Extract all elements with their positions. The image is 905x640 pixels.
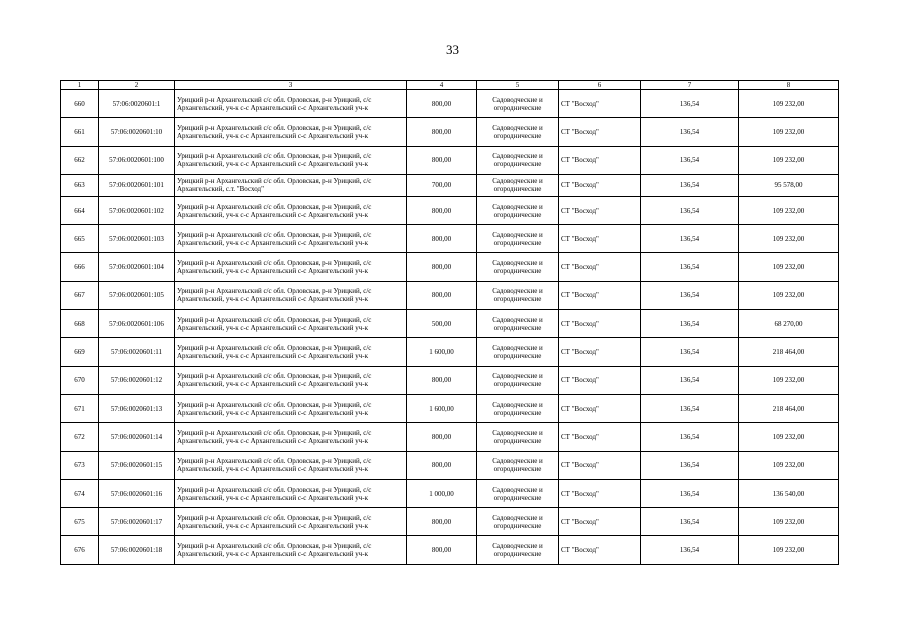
unit-rate: 136,54 <box>641 451 739 479</box>
organization-name: СТ "Восход" <box>559 118 641 146</box>
organization-name: СТ "Восход" <box>559 225 641 253</box>
area-value: 800,00 <box>407 423 477 451</box>
address-line-2: Архангельский, уч-к с-с Архангельский с-с Архангельский уч-к <box>177 550 369 559</box>
column-header: 1 <box>61 81 99 90</box>
cadastral-number: 57:06:0020601:106 <box>99 310 175 338</box>
address-line-2: Архангельский, уч-к с-с Архангельский с-с Архангельский уч-к <box>177 210 369 219</box>
area-value: 1 600,00 <box>407 394 477 422</box>
table-row <box>61 146 839 174</box>
row-number: 675 <box>61 508 99 536</box>
address-cell <box>175 281 407 309</box>
column-header: 6 <box>559 81 641 90</box>
category-line-2: огороднические <box>493 210 542 219</box>
category-line-1: Садоводческие и <box>492 542 543 551</box>
category-line-1: Садоводческие и <box>492 123 543 132</box>
category-line-2: огороднические <box>493 103 542 112</box>
land-registry-table <box>60 80 839 565</box>
area-value: 800,00 <box>407 366 477 394</box>
category-line-1: Садоводческие и <box>492 428 543 437</box>
organization-name: СТ "Восход" <box>559 479 641 507</box>
area-value: 800,00 <box>407 118 477 146</box>
cadastral-value: 68 270,00 <box>739 310 839 338</box>
address-cell <box>175 174 407 196</box>
land-use-category <box>477 536 559 564</box>
table-row <box>61 90 839 118</box>
land-use-category <box>477 281 559 309</box>
category-line-2: огороднические <box>493 185 542 194</box>
column-header: 2 <box>99 81 175 90</box>
category-line-2: огороднические <box>493 295 542 304</box>
land-use-category <box>477 174 559 196</box>
address-line-2: Архангельский, уч-к с-с Архангельский с-с Архангельский уч-к <box>177 493 369 502</box>
address-line-1: Урицкий р-н Архангельский с/с обл. Орловская, р-н Урицкий, с/с <box>177 372 372 381</box>
table-row <box>61 423 839 451</box>
category-line-1: Садоводческие и <box>492 259 543 268</box>
cadastral-value: 95 578,00 <box>739 174 839 196</box>
column-header: 4 <box>407 81 477 90</box>
column-header: 7 <box>641 81 739 90</box>
table-row <box>61 225 839 253</box>
category-line-1: Садоводческие и <box>492 315 543 324</box>
address-cell <box>175 118 407 146</box>
row-number: 674 <box>61 479 99 507</box>
cadastral-value: 109 232,00 <box>739 118 839 146</box>
address-line-2: Архангельский, уч-к с-с Архангельский с-с Архангельский уч-к <box>177 131 369 140</box>
category-line-2: огороднические <box>493 465 542 474</box>
category-line-1: Садоводческие и <box>492 344 543 353</box>
land-use-category <box>477 146 559 174</box>
organization-name: СТ "Восход" <box>559 451 641 479</box>
cadastral-value: 109 232,00 <box>739 366 839 394</box>
unit-rate: 136,54 <box>641 366 739 394</box>
address-line-2: Архангельский, уч-к с-с Архангельский с-с Архангельский уч-к <box>177 380 369 389</box>
cadastral-number: 57:06:0020601:15 <box>99 451 175 479</box>
address-line-2: Архангельский, уч-к с-с Архангельский с-с Архангельский уч-к <box>177 521 369 530</box>
organization-name: СТ "Восход" <box>559 536 641 564</box>
cadastral-number: 57:06:0020601:18 <box>99 536 175 564</box>
address-line-2: Архангельский, с.т. "Восход" <box>177 185 264 194</box>
land-use-category <box>477 479 559 507</box>
organization-name: СТ "Восход" <box>559 174 641 196</box>
cadastral-number: 57:06:0020601:1 <box>99 90 175 118</box>
cadastral-value: 109 232,00 <box>739 253 839 281</box>
category-line-2: огороднические <box>493 521 542 530</box>
area-value: 800,00 <box>407 146 477 174</box>
organization-name: СТ "Восход" <box>559 423 641 451</box>
address-cell <box>175 394 407 422</box>
land-use-category <box>477 225 559 253</box>
cadastral-value: 109 232,00 <box>739 196 839 224</box>
area-value: 500,00 <box>407 310 477 338</box>
cadastral-value: 109 232,00 <box>739 90 839 118</box>
category-line-1: Садоводческие и <box>492 177 543 186</box>
address-cell <box>175 366 407 394</box>
address-line-1: Урицкий р-н Архангельский с/с обл. Орловская, р-н Урицкий, с/с <box>177 400 372 409</box>
cadastral-number: 57:06:0020601:100 <box>99 146 175 174</box>
address-line-1: Урицкий р-н Архангельский с/с обл. Орловская, р-н Урицкий, с/с <box>177 344 372 353</box>
cadastral-value: 109 232,00 <box>739 451 839 479</box>
category-line-2: огороднические <box>493 550 542 559</box>
address-line-2: Архангельский, уч-к с-с Архангельский с-с Архангельский уч-к <box>177 295 369 304</box>
category-line-1: Садоводческие и <box>492 400 543 409</box>
cadastral-number: 57:06:0020601:105 <box>99 281 175 309</box>
category-line-1: Садоводческие и <box>492 287 543 296</box>
row-number: 663 <box>61 174 99 196</box>
unit-rate: 136,54 <box>641 338 739 366</box>
unit-rate: 136,54 <box>641 196 739 224</box>
address-line-1: Урицкий р-н Архангельский с/с обл. Орловская, р-н Урицкий, с/с <box>177 123 372 132</box>
organization-name: СТ "Восход" <box>559 366 641 394</box>
land-use-category <box>477 253 559 281</box>
address-line-2: Архангельский, уч-к с-с Архангельский с-с Архангельский уч-к <box>177 103 369 112</box>
cadastral-number: 57:06:0020601:14 <box>99 423 175 451</box>
category-line-1: Садоводческие и <box>492 152 543 161</box>
address-cell <box>175 146 407 174</box>
cadastral-number: 57:06:0020601:101 <box>99 174 175 196</box>
address-cell <box>175 536 407 564</box>
organization-name: СТ "Восход" <box>559 338 641 366</box>
organization-name: СТ "Восход" <box>559 90 641 118</box>
row-number: 673 <box>61 451 99 479</box>
address-line-2: Архангельский, уч-к с-с Архангельский с-с Архангельский уч-к <box>177 465 369 474</box>
row-number: 660 <box>61 90 99 118</box>
address-cell <box>175 451 407 479</box>
address-line-2: Архангельский, уч-к с-с Архангельский с-с Архангельский уч-к <box>177 408 369 417</box>
land-use-category <box>477 508 559 536</box>
address-line-1: Урицкий р-н Архангельский с/с обл. Орловская, р-н Урицкий, с/с <box>177 542 372 551</box>
organization-name: СТ "Восход" <box>559 253 641 281</box>
address-line-1: Урицкий р-н Архангельский с/с обл. Орловская, р-н Урицкий, с/с <box>177 485 372 494</box>
row-number: 664 <box>61 196 99 224</box>
table-row <box>61 479 839 507</box>
address-line-1: Урицкий р-н Архангельский с/с обл. Орловская, р-н Урицкий, с/с <box>177 95 372 104</box>
category-line-1: Садоводческие и <box>492 230 543 239</box>
address-line-1: Урицкий р-н Архангельский с/с обл. Орловская, р-н Урицкий, с/с <box>177 152 372 161</box>
area-value: 1 000,00 <box>407 479 477 507</box>
category-line-2: огороднические <box>493 493 542 502</box>
land-use-category <box>477 90 559 118</box>
table-row <box>61 196 839 224</box>
unit-rate: 136,54 <box>641 118 739 146</box>
organization-name: СТ "Восход" <box>559 508 641 536</box>
category-line-2: огороднические <box>493 436 542 445</box>
area-value: 800,00 <box>407 451 477 479</box>
area-value: 800,00 <box>407 281 477 309</box>
cadastral-number: 57:06:0020601:17 <box>99 508 175 536</box>
address-line-2: Архангельский, уч-к с-с Архангельский с-с Архангельский уч-к <box>177 323 369 332</box>
organization-name: СТ "Восход" <box>559 394 641 422</box>
category-line-2: огороднические <box>493 323 542 332</box>
cadastral-number: 57:06:0020601:11 <box>99 338 175 366</box>
table-row <box>61 338 839 366</box>
row-number: 672 <box>61 423 99 451</box>
address-line-1: Урицкий р-н Архангельский с/с обл. Орловская, р-н Урицкий, с/с <box>177 513 372 522</box>
area-value: 800,00 <box>407 536 477 564</box>
address-cell <box>175 253 407 281</box>
unit-rate: 136,54 <box>641 394 739 422</box>
unit-rate: 136,54 <box>641 423 739 451</box>
column-header: 5 <box>477 81 559 90</box>
address-line-2: Архангельский, уч-к с-с Архангельский с-с Архангельский уч-к <box>177 436 369 445</box>
land-use-category <box>477 338 559 366</box>
unit-rate: 136,54 <box>641 479 739 507</box>
address-cell <box>175 338 407 366</box>
category-line-2: огороднические <box>493 380 542 389</box>
address-line-2: Архангельский, уч-к с-с Архангельский с-с Архангельский уч-к <box>177 160 369 169</box>
table-row <box>61 310 839 338</box>
address-line-1: Урицкий р-н Архангельский с/с обл. Орловская, р-н Урицкий, с/с <box>177 202 372 211</box>
cadastral-number: 57:06:0020601:16 <box>99 479 175 507</box>
address-line-1: Урицкий р-н Архангельский с/с обл. Орловская, р-н Урицкий, с/с <box>177 315 372 324</box>
address-line-1: Урицкий р-н Архангельский с/с обл. Орловская, р-н Урицкий, с/с <box>177 457 372 466</box>
row-number: 668 <box>61 310 99 338</box>
table-row <box>61 281 839 309</box>
unit-rate: 136,54 <box>641 536 739 564</box>
cadastral-number: 57:06:0020601:12 <box>99 366 175 394</box>
row-number: 676 <box>61 536 99 564</box>
unit-rate: 136,54 <box>641 281 739 309</box>
table-row <box>61 118 839 146</box>
category-line-2: огороднические <box>493 238 542 247</box>
column-header: 8 <box>739 81 839 90</box>
address-cell <box>175 508 407 536</box>
unit-rate: 136,54 <box>641 310 739 338</box>
row-number: 666 <box>61 253 99 281</box>
address-line-2: Архангельский, уч-к с-с Архангельский с-с Архангельский уч-к <box>177 352 369 361</box>
area-value: 800,00 <box>407 196 477 224</box>
cadastral-value: 109 232,00 <box>739 536 839 564</box>
row-number: 670 <box>61 366 99 394</box>
cadastral-value: 218 464,00 <box>739 338 839 366</box>
cadastral-value: 218 464,00 <box>739 394 839 422</box>
table-row <box>61 508 839 536</box>
address-cell <box>175 479 407 507</box>
cadastral-value: 109 232,00 <box>739 508 839 536</box>
land-use-category <box>477 310 559 338</box>
unit-rate: 136,54 <box>641 90 739 118</box>
address-line-2: Архангельский, уч-к с-с Архангельский с-с Архангельский уч-к <box>177 267 369 276</box>
area-value: 800,00 <box>407 225 477 253</box>
page-number: 33 <box>446 42 459 57</box>
category-line-1: Садоводческие и <box>492 95 543 104</box>
land-use-category <box>477 196 559 224</box>
organization-name: СТ "Восход" <box>559 281 641 309</box>
unit-rate: 136,54 <box>641 146 739 174</box>
address-cell <box>175 310 407 338</box>
organization-name: СТ "Восход" <box>559 310 641 338</box>
table-row <box>61 174 839 196</box>
area-value: 800,00 <box>407 253 477 281</box>
cadastral-number: 57:06:0020601:103 <box>99 225 175 253</box>
row-number: 671 <box>61 394 99 422</box>
land-use-category <box>477 394 559 422</box>
category-line-2: огороднические <box>493 267 542 276</box>
cadastral-value: 109 232,00 <box>739 281 839 309</box>
land-use-category <box>477 451 559 479</box>
category-line-2: огороднические <box>493 131 542 140</box>
column-header: 3 <box>175 81 407 90</box>
table-row <box>61 253 839 281</box>
address-line-1: Урицкий р-н Архангельский с/с обл. Орловская, р-н Урицкий, с/с <box>177 230 372 239</box>
row-number: 665 <box>61 225 99 253</box>
area-value: 1 600,00 <box>407 338 477 366</box>
address-cell <box>175 423 407 451</box>
land-use-category <box>477 423 559 451</box>
unit-rate: 136,54 <box>641 508 739 536</box>
table-row <box>61 366 839 394</box>
organization-name: СТ "Восход" <box>559 146 641 174</box>
cadastral-value: 136 540,00 <box>739 479 839 507</box>
unit-rate: 136,54 <box>641 253 739 281</box>
address-cell <box>175 90 407 118</box>
category-line-1: Садоводческие и <box>492 457 543 466</box>
cadastral-number: 57:06:0020601:104 <box>99 253 175 281</box>
category-line-1: Садоводческие и <box>492 372 543 381</box>
land-use-category <box>477 366 559 394</box>
cadastral-value: 109 232,00 <box>739 146 839 174</box>
category-line-1: Садоводческие и <box>492 202 543 211</box>
row-number: 662 <box>61 146 99 174</box>
category-line-1: Садоводческие и <box>492 485 543 494</box>
table-row <box>61 451 839 479</box>
cadastral-value: 109 232,00 <box>739 225 839 253</box>
cadastral-number: 57:06:0020601:102 <box>99 196 175 224</box>
unit-rate: 136,54 <box>641 225 739 253</box>
area-value: 800,00 <box>407 508 477 536</box>
table-row <box>61 536 839 564</box>
unit-rate: 136,54 <box>641 174 739 196</box>
cadastral-number: 57:06:0020601:13 <box>99 394 175 422</box>
address-cell <box>175 225 407 253</box>
category-line-2: огороднические <box>493 408 542 417</box>
address-line-1: Урицкий р-н Архангельский с/с обл. Орловская, р-н Урицкий, с/с <box>177 428 372 437</box>
organization-name: СТ "Восход" <box>559 196 641 224</box>
area-value: 700,00 <box>407 174 477 196</box>
address-line-2: Архангельский, уч-к с-с Архангельский с-с Архангельский уч-к <box>177 238 369 247</box>
address-line-1: Урицкий р-н Архангельский с/с обл. Орловская, р-н Урицкий, с/с <box>177 259 372 268</box>
area-value: 800,00 <box>407 90 477 118</box>
row-number: 667 <box>61 281 99 309</box>
land-use-category <box>477 118 559 146</box>
address-line-1: Урицкий р-н Архангельский с/с обл. Орловская, р-н Урицкий, с/с <box>177 287 372 296</box>
row-number: 669 <box>61 338 99 366</box>
category-line-1: Садоводческие и <box>492 513 543 522</box>
column-number-row <box>61 81 839 90</box>
category-line-2: огороднические <box>493 352 542 361</box>
category-line-2: огороднические <box>493 160 542 169</box>
address-line-1: Урицкий р-н Архангельский с/с обл. Орловская, р-н Урицкий, с/с <box>177 177 372 186</box>
row-number: 661 <box>61 118 99 146</box>
cadastral-value: 109 232,00 <box>739 423 839 451</box>
address-cell <box>175 196 407 224</box>
table-row <box>61 394 839 422</box>
cadastral-number: 57:06:0020601:10 <box>99 118 175 146</box>
